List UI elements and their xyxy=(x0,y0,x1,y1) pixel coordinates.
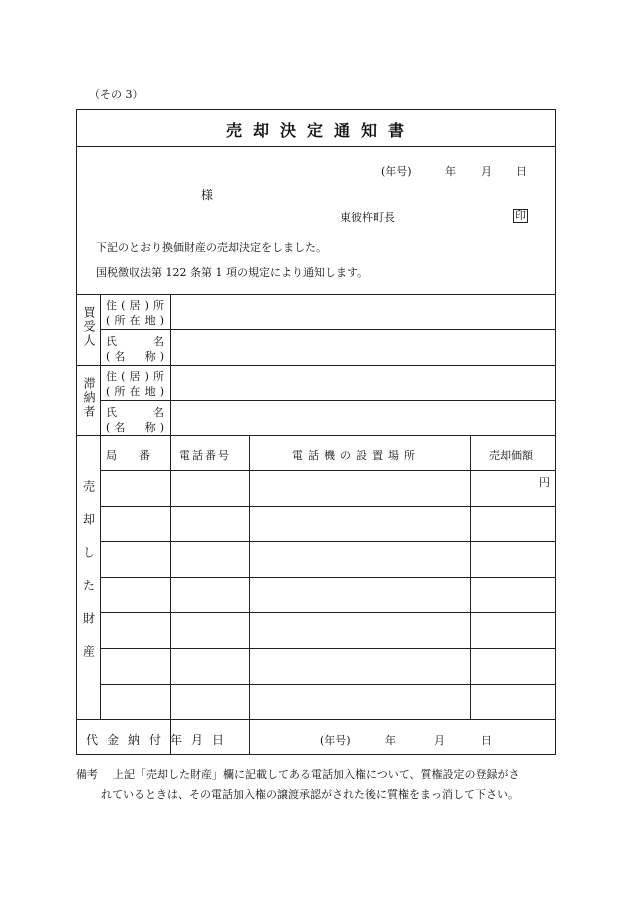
property-col-location xyxy=(249,435,250,754)
sub-note: （その 3） xyxy=(89,88,144,101)
taxpayer-address-sublabel: (所在地) xyxy=(106,385,164,398)
divider-buyer xyxy=(76,365,556,366)
addressee-suffix: 様 xyxy=(201,188,214,202)
date-day: 日 xyxy=(516,165,527,178)
column-header-location: 電話機の設置場所 xyxy=(292,449,420,462)
divider-taxpayer xyxy=(76,435,556,436)
divider-property xyxy=(76,719,556,720)
column-header-sale-price: 売却価額 xyxy=(489,449,533,462)
buyer-section-label xyxy=(78,306,100,348)
taxpayer-section-text: 滞納者 xyxy=(82,377,96,419)
property-section-text: 売却した財産 xyxy=(81,480,96,678)
payment-date-label: 代金納付年月日 xyxy=(86,733,234,747)
property-row-line-6 xyxy=(100,648,556,649)
column-header-exchange: 局 番 xyxy=(106,449,150,462)
property-row-line-2 xyxy=(100,506,556,507)
divider-title xyxy=(76,146,556,147)
body-line-2: 国税徴収法第 122 条第 1 項の規定により通知します。 xyxy=(96,266,369,279)
party-label-divider xyxy=(170,294,171,435)
buyer-section-text: 買受人 xyxy=(82,306,96,348)
buyer-name-sublabel: (名 称) xyxy=(106,350,164,363)
buyer-row-divider xyxy=(100,329,556,330)
taxpayer-name-sublabel: (名 称) xyxy=(106,421,164,434)
remark-line-1: 上記「売却した財産」欄に記載してある電話加入権について、質権設定の登録がさ xyxy=(113,768,520,781)
date-year: 年 xyxy=(445,165,456,178)
taxpayer-name-label: 氏 名 xyxy=(106,406,164,419)
taxpayer-row-divider xyxy=(100,400,556,401)
date-era: (年号) xyxy=(381,165,412,178)
property-col-phone xyxy=(170,435,171,754)
table-border-right xyxy=(555,109,556,754)
divider-notice xyxy=(76,294,556,295)
buyer-name-label: 氏 名 xyxy=(106,335,164,348)
property-row-line-7 xyxy=(100,684,556,685)
document-title: 売却決定通知書 xyxy=(226,121,416,140)
currency-unit: 円 xyxy=(539,476,550,489)
remark-label: 備考 xyxy=(76,768,98,781)
buyer-address-label: 住(居)所 xyxy=(106,299,164,312)
payment-date-day: 日 xyxy=(481,734,492,747)
buyer-address-sublabel: (所在地) xyxy=(106,314,164,327)
date-month: 月 xyxy=(481,165,492,178)
property-section-label xyxy=(78,480,100,682)
table-border-left xyxy=(76,109,77,754)
column-header-phone-number: 電話番号 xyxy=(179,449,231,462)
issuer-name: 東彼杵町長 xyxy=(340,211,395,224)
table-border-bottom xyxy=(76,754,556,755)
payment-date-month: 月 xyxy=(434,734,445,747)
property-row-line-4 xyxy=(100,577,556,578)
seal-mark: 印 xyxy=(515,209,526,222)
property-row-line-3 xyxy=(100,541,556,542)
property-row-line-1 xyxy=(100,470,556,471)
taxpayer-address-label: 住(居)所 xyxy=(106,370,164,383)
body-line-1: 下記のとおり換価財産の売却決定をしました。 xyxy=(96,241,327,254)
table-border-top xyxy=(76,109,556,110)
party-col-divider xyxy=(100,294,101,435)
taxpayer-section-label xyxy=(78,377,100,419)
payment-date-era: (年号) xyxy=(320,734,351,747)
remark-line-2: れているときは、その電話加入権の譲渡承認がされた後に質権をまっ消して下さい。 xyxy=(101,788,519,801)
property-row-line-5 xyxy=(100,612,556,613)
payment-date-year: 年 xyxy=(385,734,396,747)
